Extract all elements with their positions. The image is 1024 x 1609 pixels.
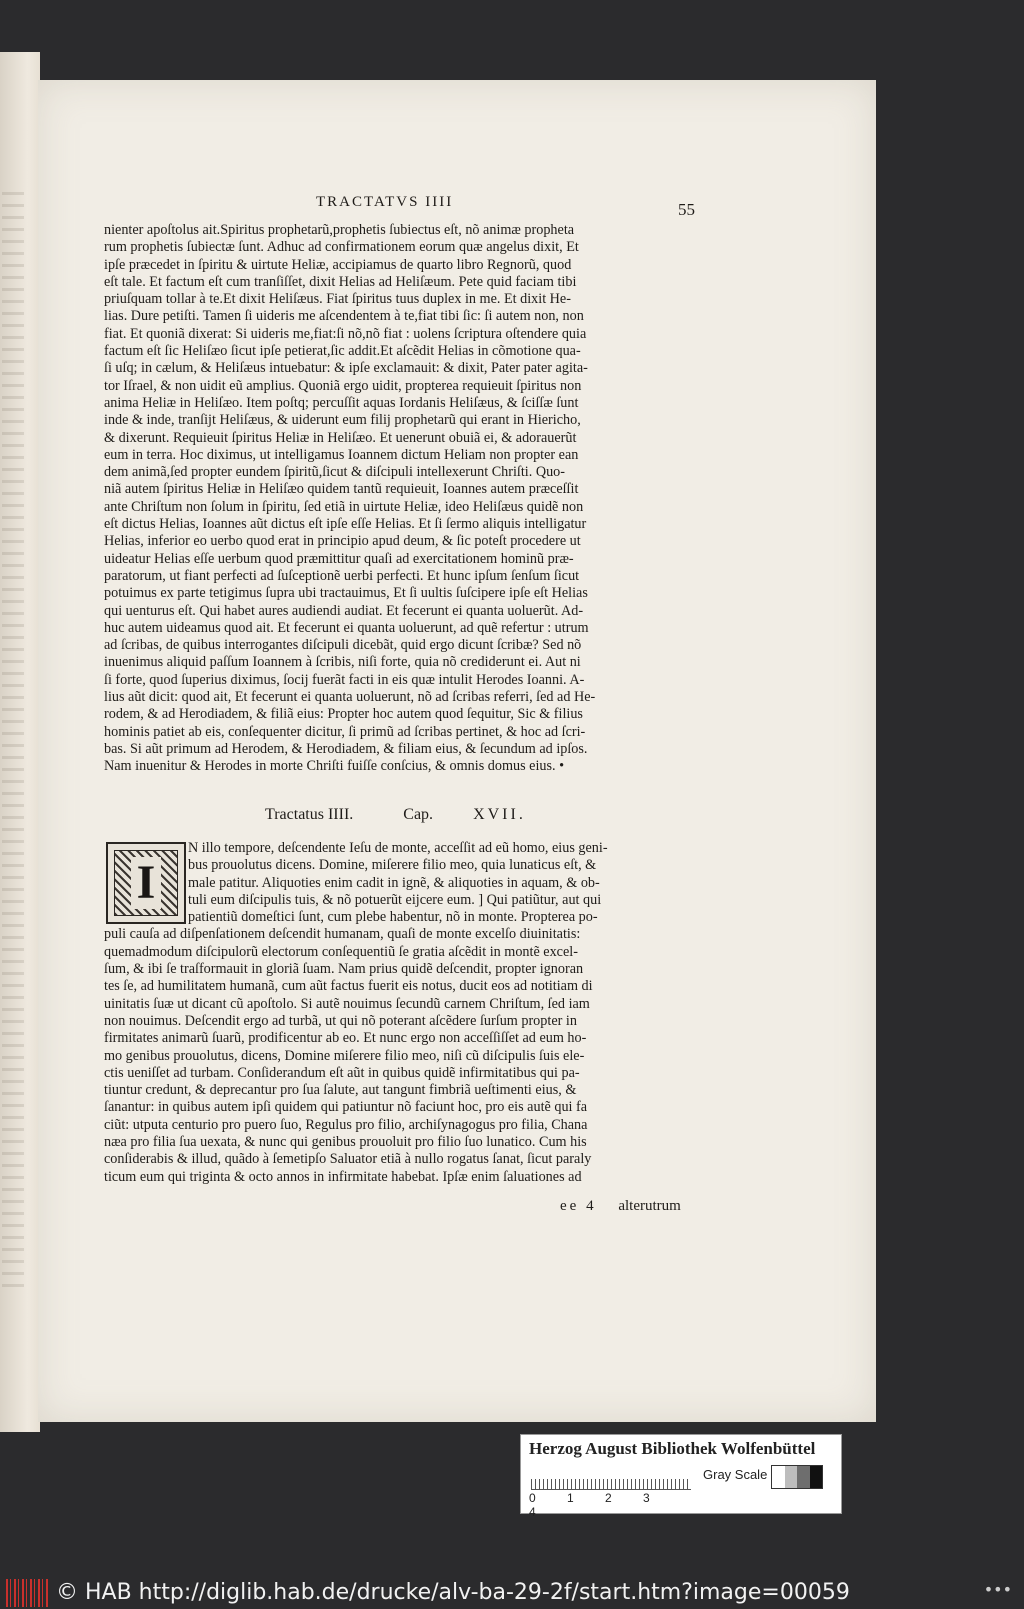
chapter-text	[104, 840, 704, 1186]
text-line: niã autem ſpiritus Heliæ in Heliſæo quidem tantũ requieuit, Ioannes autem præceſſit	[104, 481, 579, 498]
chapter-line: ſum, & ibi ſe traſformauit in gloriã ſuam. Nam prius quidẽ deſcendit, propter ignoran	[104, 961, 584, 978]
ruler-scale	[531, 1467, 691, 1490]
text-line: rum prophetis ſubiectæ ſunt. Adhuc ad confirmationem eorum quæ angelus dixit, Et	[104, 239, 579, 256]
text-line: anima Heliæ in Heliſæo. Item poſtq; percuſſit aquas Iordanis Heliſæus, & ſciſſæ ſunt	[104, 394, 579, 411]
chapter-line-indented: N illo tempore, deſcendente Ieſu de monte, acceſſit ad eũ homo, eius geni-	[188, 840, 608, 856]
chapter-line: mo genibus prouolutus, dicens, Domine miſerere filio meo, niſi cũ diſcipulis ſuis ele-	[104, 1047, 585, 1064]
text-line: paratorum, ut fiant perfecti ad ſuſceptionẽ uerbi perfecti. Et hunc ipſum ſenſum ſicut	[104, 567, 580, 584]
chapter-line-indented: tuli eum diſcipulis tuis, & nõ potuerũt eijcere eum. ] Qui patiũtur, aut qui	[188, 891, 602, 908]
facing-page-text-shadow	[2, 192, 24, 1292]
chapter-line: non nouimus. Deſcendit ergo ad turbã, ut qui nõ poterant aſcẽdere ſurſum propter in	[104, 1012, 577, 1029]
ruler-number: 2	[605, 1491, 612, 1505]
library-name: Herzog August Bibliothek Wolfenbüttel	[529, 1439, 816, 1458]
text-line: Helias, inferior eo uerbo quod erat in principio apud deum, & ſic poteſt procedere ut	[104, 533, 581, 550]
text-line: eum in terra. Hoc diximus, ut intelligamus Ioannem dictum Heliam non propter ean	[104, 446, 579, 463]
text-line: huc autem uideamus quod ait. Et fecerunt ei quanta uoluerunt, ad quẽ refertur : utrum	[104, 619, 589, 636]
gray-swatch	[810, 1466, 823, 1488]
text-line: eſt dictus Helias, Ioannes aũt dictus eſt ipſe eſſe Helias. Et ſi ſermo aliquis intelligatur	[104, 516, 587, 533]
chapter-line-indented: male patitur. Aliquoties enim cadit in ignẽ, & aliquoties in aquam, & ob-	[188, 874, 600, 891]
chapter-line: uinitatis ſuæ ut dicant cũ apoſtolo. Si autẽ nouimus ſecundũ carnem Chriſtum, ſed iam	[104, 995, 590, 1012]
chapter-line: ctis ueniſſet ad turbam. Conſiderandum eſt aũt in quibus quidẽ infirmitatibus qui pa-	[104, 1064, 580, 1081]
text-line: tor Iſrael, & non uidit eũ amplius. Quoniã ergo uidit, propterea requieuit ſpiritus non	[104, 377, 582, 394]
text-line: ad ſcribas, de quibus interrogantes diſcipuli dicebãt, quid ergo dicunt ſcribæ? Sed nõ	[104, 637, 582, 654]
text-line: fiat. Et quoniã dixerat: Si uideris me,fiat:ſi nõ,nõ fiat : uolens ſcriptura oſtendere quia	[104, 325, 587, 342]
chapter-line: conſiderabis & illud, quãdo à ſemetipſo Saluator etiã à nullo rogatus ſanat, ſicut paraly	[104, 1151, 592, 1168]
ruler-numbers	[529, 1491, 699, 1519]
text-line: nienter apoſtolus ait.Spiritus prophetarũ,prophetis ſubiectus eſt, nõ animæ propheta	[104, 222, 575, 238]
text-line: ſi uſq; in cælum, & Heliſæus intuebatur: & ipſe exclamauit: & dixit, Pater pater agita-	[104, 360, 588, 377]
chapter-line: tiuntur credunt, & deprecantur pro ſua ſalute, aut tangunt fimbriã ueſtimenti eius, &	[104, 1082, 577, 1099]
library-color-card	[520, 1434, 842, 1519]
text-line: potuimus ex parte tetigimus ſupra ubi tractauimus, Et ſi uultis ſuſcipere ipſe eſt Helias	[104, 585, 588, 602]
chapter-line: puli cauſa ad diſpenſationem deſcendit humanam, quaſi de monte excelſo diuinitatis:	[104, 926, 581, 943]
text-line: dem animã,ſed propter eundem ſpiritũ,ſicut & diſcipuli intellexerunt Chriſti. Quo-	[104, 464, 565, 481]
signature-line	[560, 1198, 681, 1215]
catchword: alterutrum	[618, 1198, 681, 1214]
gray-swatch	[785, 1466, 798, 1488]
page-number: 55	[678, 200, 695, 219]
chapter-heading	[265, 806, 725, 824]
text-line: ſi forte, quod ſuperius diximus, ſocij fuerãt facti in eis quæ intulit Herodes Ioanni. A-	[104, 671, 585, 688]
text-line: ante Chriſtum non ſolum in ſpiritu, ſed etiã in uirtute Heliæ, ideo Heliſæus quidẽ non	[104, 498, 584, 515]
ruler-number: 1	[567, 1491, 574, 1505]
chapter-line-indented: bus prouolutus dicens. Domine, miſerere filio meo, quia lunaticus eſt, &	[188, 857, 597, 874]
text-line: bas. Si aũt primum ad Herodem, & Herodiadem, & filiam eius, & ſecundum ad ipſos.	[104, 740, 588, 757]
chapter-line: næa pro filia ſua uexata, & nunc qui genibus prouoluit pro filio ſuo lunatico. Cum his	[104, 1134, 587, 1151]
text-line: rodem, & ad Herodiadem, & filiã eius: Propter hoc autem quod ſequitur, Sic & filius	[104, 706, 583, 723]
text-line: uideatur Helias eſſe uerbum quod præmittitur quaſi ad exercitationem hominũ præ-	[104, 550, 574, 567]
text-line: priuſquam tollar à te.Et dixit Heliſæus. Fiat ſpiritus tuus duplex in me. Et dixit He-	[104, 291, 571, 308]
text-line: Nam inuenitur & Herodes in morte Chriſti fuiſſe conſcius, & omnis domus eius. •	[104, 758, 565, 775]
facing-page-edge	[0, 52, 40, 1432]
body-text	[104, 222, 704, 776]
chapter-line: quemadmodum diſcipulorũ electorum conſequentiũ ſe gratia aſcẽdit in montẽ excel-	[104, 943, 578, 960]
chapter-line: ſanantur: in quibus autem ipſi quidem qui patiuntur nõ faciunt hoc, pro eis autẽ qui fa	[104, 1099, 588, 1116]
ruler-number: 3	[643, 1491, 650, 1505]
copyright-url[interactable]: © HAB http://diglib.hab.de/drucke/alv-ba-29-2f/start.htm?image=00059	[56, 1580, 850, 1605]
grayscale-label: Gray Scale	[703, 1467, 768, 1482]
chapter-line: ciũt: utputa centurio pro puero ſuo, Regulus pro filio, archiſynagogus pro filia, Chana	[104, 1116, 588, 1133]
more-icon[interactable]: •••	[983, 1580, 1012, 1599]
heading-tractatus: Tractatus IIII.	[265, 806, 354, 823]
heading-number: XVII.	[473, 806, 526, 823]
text-line: qui uenturus eſt. Qui habet aures audiendi audiat. Et fecerunt ei quanta uoluerũt. Ad-	[104, 602, 584, 619]
text-line: ipſe præcedet in ſpiritu & uirtute Heliæ, accipiamus de quarto libro Regnorũ, quod	[104, 256, 572, 273]
text-line: inuenimus aliquid paſſum Ioannem à ſcribis, niſi forte, quia nõ crediderunt ei. Aut ni	[104, 654, 581, 671]
text-line: & dixerunt. Requieuit ſpiritus Heliæ in Heliſæo. Et uenerunt obuiã ei, & adorauerũt	[104, 429, 577, 446]
grayscale-swatches	[771, 1465, 823, 1489]
text-line: hominis patiet ab eis, conſequenter dicitur, ſi primũ ad ſcribas pertinet, & hoc ad ſcri-	[104, 723, 586, 740]
footer-bar	[0, 1576, 1024, 1609]
ruler-number: 0	[529, 1491, 536, 1505]
gray-swatch	[797, 1466, 810, 1488]
running-head: TRACTATVS IIII	[316, 194, 454, 210]
gray-swatch	[772, 1466, 785, 1488]
heading-cap: Cap.	[403, 806, 434, 823]
text-line: factum eſt ſic Heliſæo ſicut ipſe petierat,ſic addit.Et aſcẽdit Helias in cõmotione qua-	[104, 343, 581, 360]
text-line: inde & inde, tranſijt Heliſæus, & uiderunt eum filij prophetarũ qui erant in Hiericho,	[104, 412, 581, 429]
chapter-line: tes ſe, ad humilitatem humanã, cum aũt factus fuerit eis notus, ducit eos ad notitiam di	[104, 978, 593, 995]
text-line: eſt tale. Et factum eſt cum tranſiſſet, dixit Helias ad Heliſæum. Pete quid faciam tibi	[104, 273, 577, 290]
text-line: lius aũt dicit: quod ait, Et fecerunt ei quanta uoluerunt, nõ ad ſcribas referri, ſed ad He-	[104, 689, 596, 706]
chapter-line: firmitates animarũ ſuarũ, prodificentur ab eo. Et nunc ergo non acceſſiſſet ad eum ho-	[104, 1030, 587, 1047]
chapter-line: ticum eum qui triginta & octo annos in infirmitate habebat. Ipſæ enim ſaluationes ad	[104, 1168, 582, 1185]
signature-mark: ee 4	[560, 1198, 597, 1214]
chapter-line-indented: patientiũ domeſtici ſunt, cum plebe habentur, nõ in monte. Propterea po-	[188, 909, 598, 926]
text-line: lias. Dure petiſti. Tamen ſi uideris me aſcendentem à te,fiat tibi ſic: ſi autem non, non	[104, 308, 584, 325]
barcode-icon	[6, 1579, 48, 1607]
initial-letter: I	[131, 857, 161, 909]
ruler-number: 4	[529, 1505, 536, 1519]
